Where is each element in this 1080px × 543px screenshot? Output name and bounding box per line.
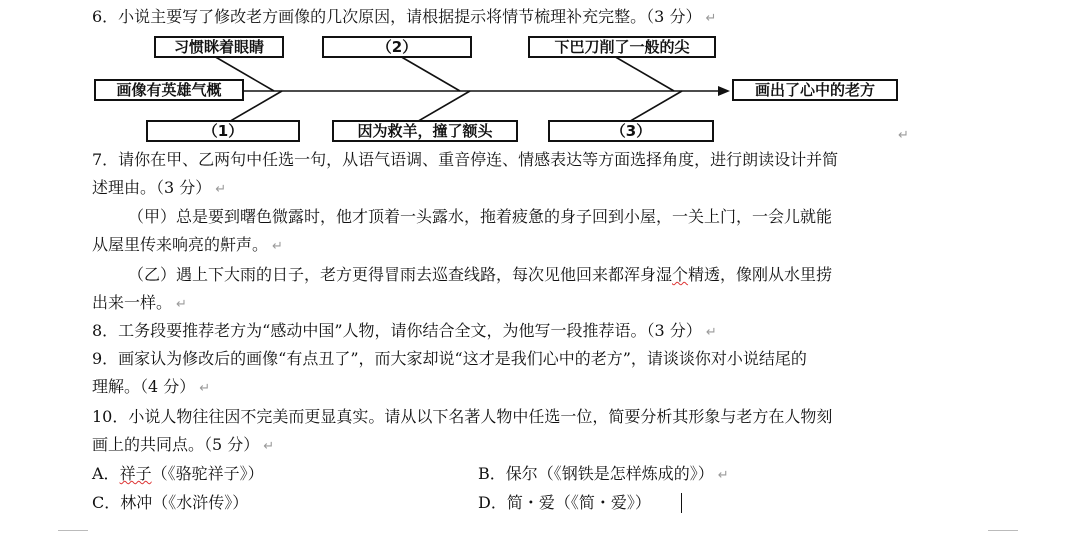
paragraph-mark: ↵ [272,239,283,254]
sentence-jia-line-2-text: 从屋里传来响亮的鼾声。 [92,235,269,254]
top-box-1: 习惯眯着眼睛 [154,36,284,58]
paragraph-mark: ↵ [717,468,729,483]
option-b-text: B．保尔（《钢铁是怎样炼成的》） [478,464,714,483]
top-box-3: 下巴刀削了一般的尖 [528,36,716,58]
sentence-yi-line-2 [92,292,187,316]
option-a [92,463,264,485]
option-a-name[interactable]: 祥子 [119,464,152,483]
paragraph-mark: ↵ [263,439,275,454]
option-b [478,463,729,487]
question-10-line-2 [92,434,274,458]
question-10-line-2-text: 画上的共同点。（5 分） [92,435,260,454]
question-6 [92,6,716,30]
start-box: 画像有英雄气概 [94,79,244,101]
bottom-box-2: 因为救羊，撞了额头 [332,120,518,142]
question-6-text: 6．小说主要写了修改老方画像的几次原因，请根据提示将情节梳理补充完整。（3 分） [92,7,702,26]
option-d [478,492,651,514]
paragraph-mark: ↵ [176,297,187,312]
sentence-yi-text-c: 精透，像刚从水里捞 [688,265,833,284]
question-10-line-1: 10．小说人物往往因不完美而更显真实。请从以下名著人物中任选一位，简要分析其形象与老方在人物刻 [92,407,833,426]
sentence-yi-line-1 [128,264,832,286]
sentence-jia-line-1: （甲）总是要到曙色微露时，他才顶着一头露水，拖着疲惫的身子回到小屋，一关上门，一会儿就能 [128,207,833,226]
question-9-line-1: 9．画家认为修改后的画像“有点丑了”，而大家却说“这才是我们心中的老方”，请谈谈你对小说结尾的 [92,349,807,368]
paragraph-mark: ↵ [705,11,717,26]
bottom-box-3: （3） [548,120,714,142]
option-a-book: （《骆驼祥子》） [151,464,264,483]
paragraph-mark: ↵ [705,325,717,340]
question-9-line-2 [92,376,210,400]
spine-arrowhead [718,86,730,96]
question-7-line-2 [92,177,226,201]
end-box: 画出了心中的老方 [732,79,898,101]
spellcheck-flag[interactable]: 个 [672,265,689,284]
top-box-2: （2） [322,36,472,58]
question-9-line-2-text: 理解。（4 分） [92,377,196,396]
question-7-line-1: 7．请你在甲、乙两句中任选一句，从语气语调、重音停连、情感表达等方面选择角度，进行朗读设计并简 [92,150,839,169]
question-8-text: 8．工务段要推荐老方为“感动中国”人物，请你结合全文，为他写一段推荐语。（3 分） [92,321,702,340]
page-corner-left [58,530,88,543]
text-cursor [681,493,682,513]
paragraph-mark: ↵ [215,182,227,197]
paragraph-mark: ↵ [898,128,909,143]
question-8 [92,320,717,344]
sentence-yi-line-2-text: 出来一样。 [92,293,173,312]
option-a-letter: A． [92,464,120,483]
sentence-yi-text-a: （乙）遇上下大雨的日子，老方更得冒雨去巡查线路，每次见他回来都浑身湿 [128,265,673,284]
sentence-jia-line-2 [92,234,283,258]
question-7-line-2-text: 述理由。（3 分） [92,178,212,197]
bottom-box-1: （1） [146,120,300,142]
paragraph-mark: ↵ [199,381,211,396]
option-c: C．林冲（《水浒传》） [92,493,249,512]
page-corner-right [988,530,1018,543]
option-d-text: D．简・爱（《简・爱》） [478,493,651,512]
